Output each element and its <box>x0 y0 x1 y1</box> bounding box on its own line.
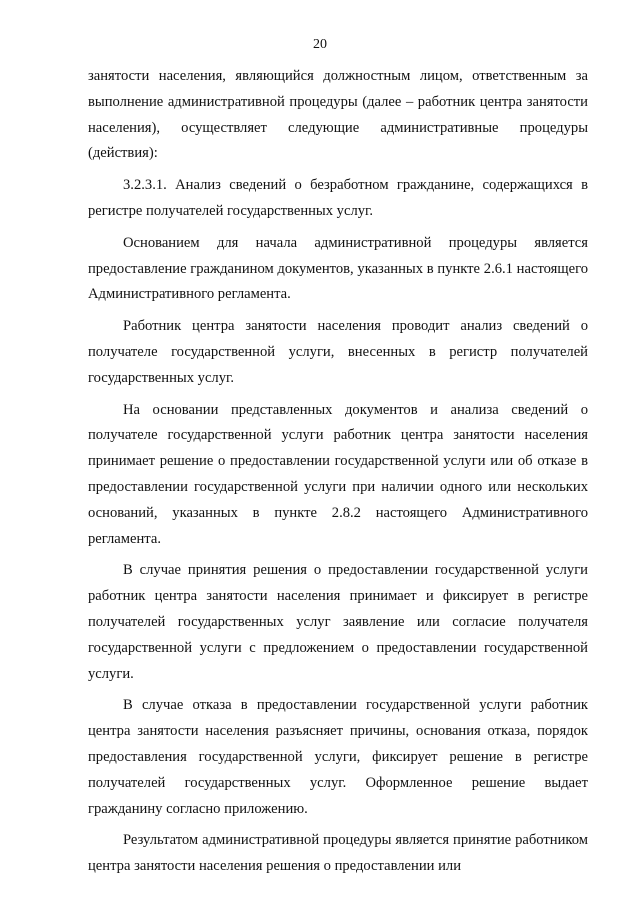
document-body <box>88 64 588 880</box>
page-number: 20 <box>313 37 327 52</box>
paragraph-refusal: В случае отказа в предоставлении государственной услуги работник центра занятости населения разъясняет причины, основания отказа, порядок предоставления государственной услуги, фиксирует решение в регистре получателей государственных услуг. Оформленное решение выдает гражданину согласно приложению. <box>88 697 588 817</box>
paragraph-result: Результатом административной процедуры является принятие работником центра занятости населения решения о предоставлении или <box>88 832 588 875</box>
paragraph-section-3-2-3-1: 3.2.3.1. Анализ сведений о безработном гражданине, содержащихся в регистре получателей государственных услуг. <box>88 177 588 219</box>
paragraph-acceptance: В случае принятия решения о предоставлении государственной услуги работник центра занятости населения принимает и фиксирует в регистре получателей государственных услуг заявление или согласие получателя государственной услуги с предложением о предоставлении государственной услуги. <box>88 562 588 682</box>
paragraph-continuation: занятости населения, являющийся должностным лицом, ответственным за выполнение административной процедуры (далее – работник центра занятости населения), осуществляет следующие административные процедуры (действия): <box>88 68 588 162</box>
paragraph-decision: На основании представленных документов и анализа сведений о получателе государственной услуги работник центра занятости населения принимает решение о предоставлении государственной услуги или об отказе в предоставлении государственной услуги при наличии одного или нескольких оснований, указанных в пункте 2.8.2 настоящего Административного регламента. <box>88 401 588 547</box>
paragraph-basis: Основанием для начала административной процедуры является предоставление гражданином документов, указанных в пункте 2.6.1 настоящего Административного регламента. <box>88 234 588 303</box>
paragraph-analysis: Работник центра занятости населения проводит анализ сведений о получателе государственной услуги, внесенных в регистр получателей государственных услуг. <box>88 318 588 386</box>
